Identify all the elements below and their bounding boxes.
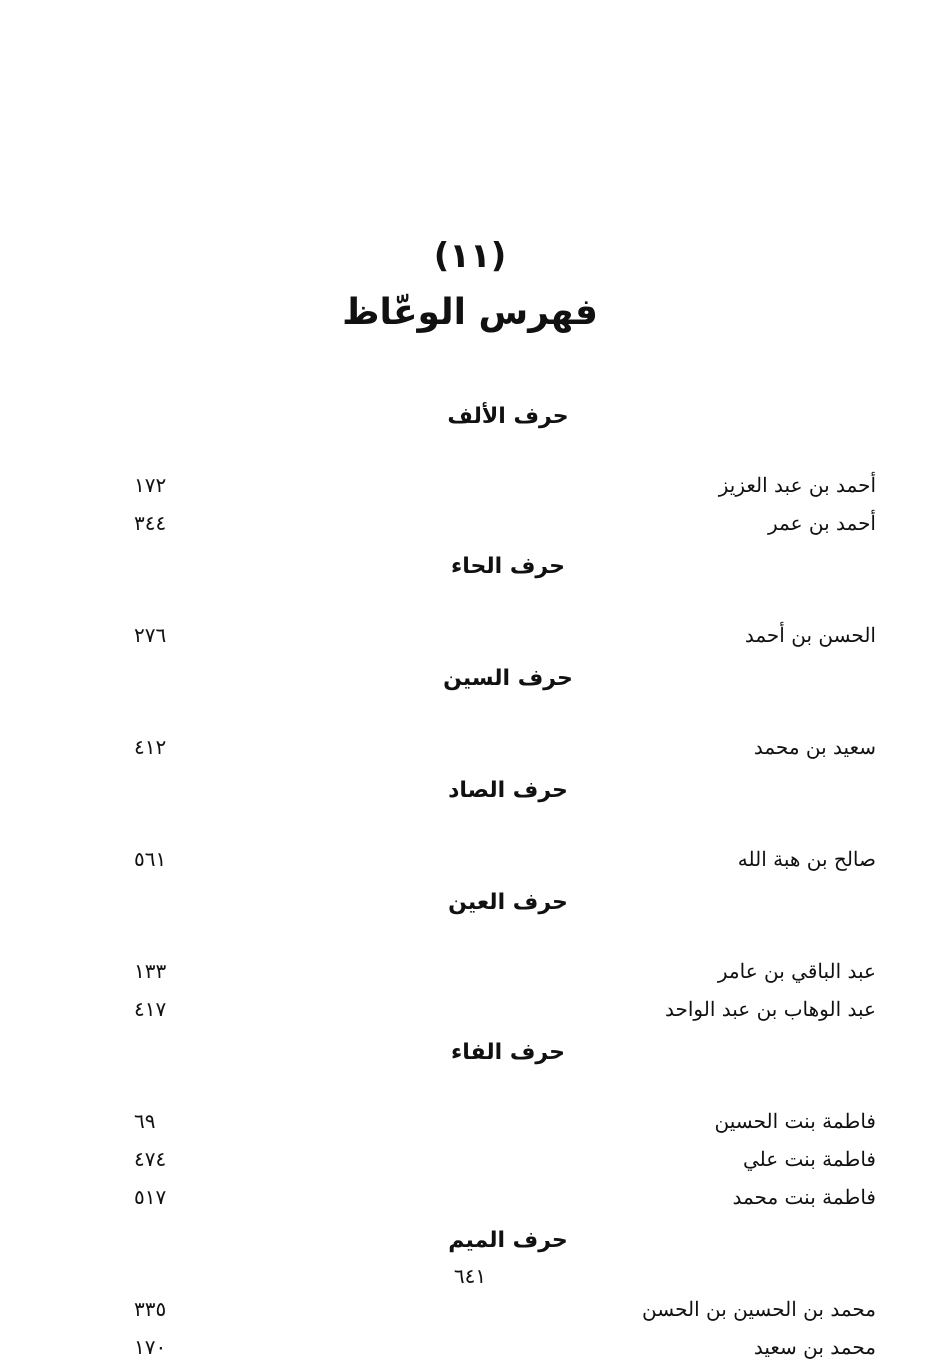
entry-name: أحمد بن عبد العزيز — [718, 473, 876, 497]
section-heading: حرف الميم — [448, 1228, 568, 1253]
index-entry — [130, 616, 876, 654]
entry-page-number: ١٧٢ — [134, 473, 167, 497]
index-entry — [130, 1178, 876, 1216]
entry-name: سعيد بن محمد — [753, 735, 876, 759]
index-entry — [130, 1102, 876, 1140]
index-entry — [130, 1290, 876, 1328]
entry-page-number: ٢٧٦ — [134, 623, 167, 647]
entry-page-number: ٥١٧ — [134, 1185, 167, 1209]
index-title: فهرس الوعّاظ — [342, 292, 598, 333]
entry-name: محمد بن سعيد — [753, 1335, 876, 1359]
entry-page-number: ٦٩ — [134, 1109, 156, 1133]
section-heading: حرف الألف — [447, 404, 569, 429]
index-entry — [130, 504, 876, 542]
index-entry — [130, 466, 876, 504]
entry-page-number: ٣٤٤ — [134, 511, 167, 535]
index-entry — [130, 952, 876, 990]
entry-page-number: ١٧٠ — [134, 1335, 167, 1359]
section-heading: حرف الفاء — [451, 1040, 565, 1065]
entry-name: عبد الباقي بن عامر — [717, 959, 876, 983]
section-heading: حرف الصاد — [448, 778, 568, 803]
entry-name: محمد بن الحسين بن الحسن — [642, 1297, 876, 1321]
entry-page-number: ٥٦١ — [134, 847, 167, 871]
entry-name: فاطمة بنت الحسين — [714, 1109, 876, 1133]
index-number: (١١) — [433, 236, 507, 276]
entry-page-number: ٤٧٤ — [134, 1147, 167, 1171]
index-entry — [130, 840, 876, 878]
index-entry — [130, 728, 876, 766]
entry-name: الحسن بن أحمد — [744, 623, 876, 647]
entry-page-number: ٤١٢ — [134, 735, 167, 759]
section-heading: حرف العين — [448, 890, 568, 915]
entry-name: فاطمة بنت علي — [742, 1147, 876, 1171]
entry-name: عبد الوهاب بن عبد الواحد — [664, 997, 876, 1021]
index-entry — [130, 1328, 876, 1366]
entry-page-number: ٣٣٥ — [134, 1297, 167, 1321]
index-entry — [130, 990, 876, 1028]
section-heading: حرف السين — [443, 666, 573, 691]
entry-name: فاطمة بنت محمد — [732, 1185, 876, 1209]
section-heading: حرف الحاء — [451, 554, 565, 579]
page-number: ٦٤١ — [453, 1264, 487, 1288]
entry-name: أحمد بن عمر — [767, 511, 876, 535]
entry-page-number: ٤١٧ — [134, 997, 167, 1021]
index-entry — [130, 1140, 876, 1178]
entry-page-number: ١٣٣ — [134, 959, 167, 983]
index-entries — [130, 392, 876, 1366]
entry-name: صالح بن هبة الله — [737, 847, 876, 871]
